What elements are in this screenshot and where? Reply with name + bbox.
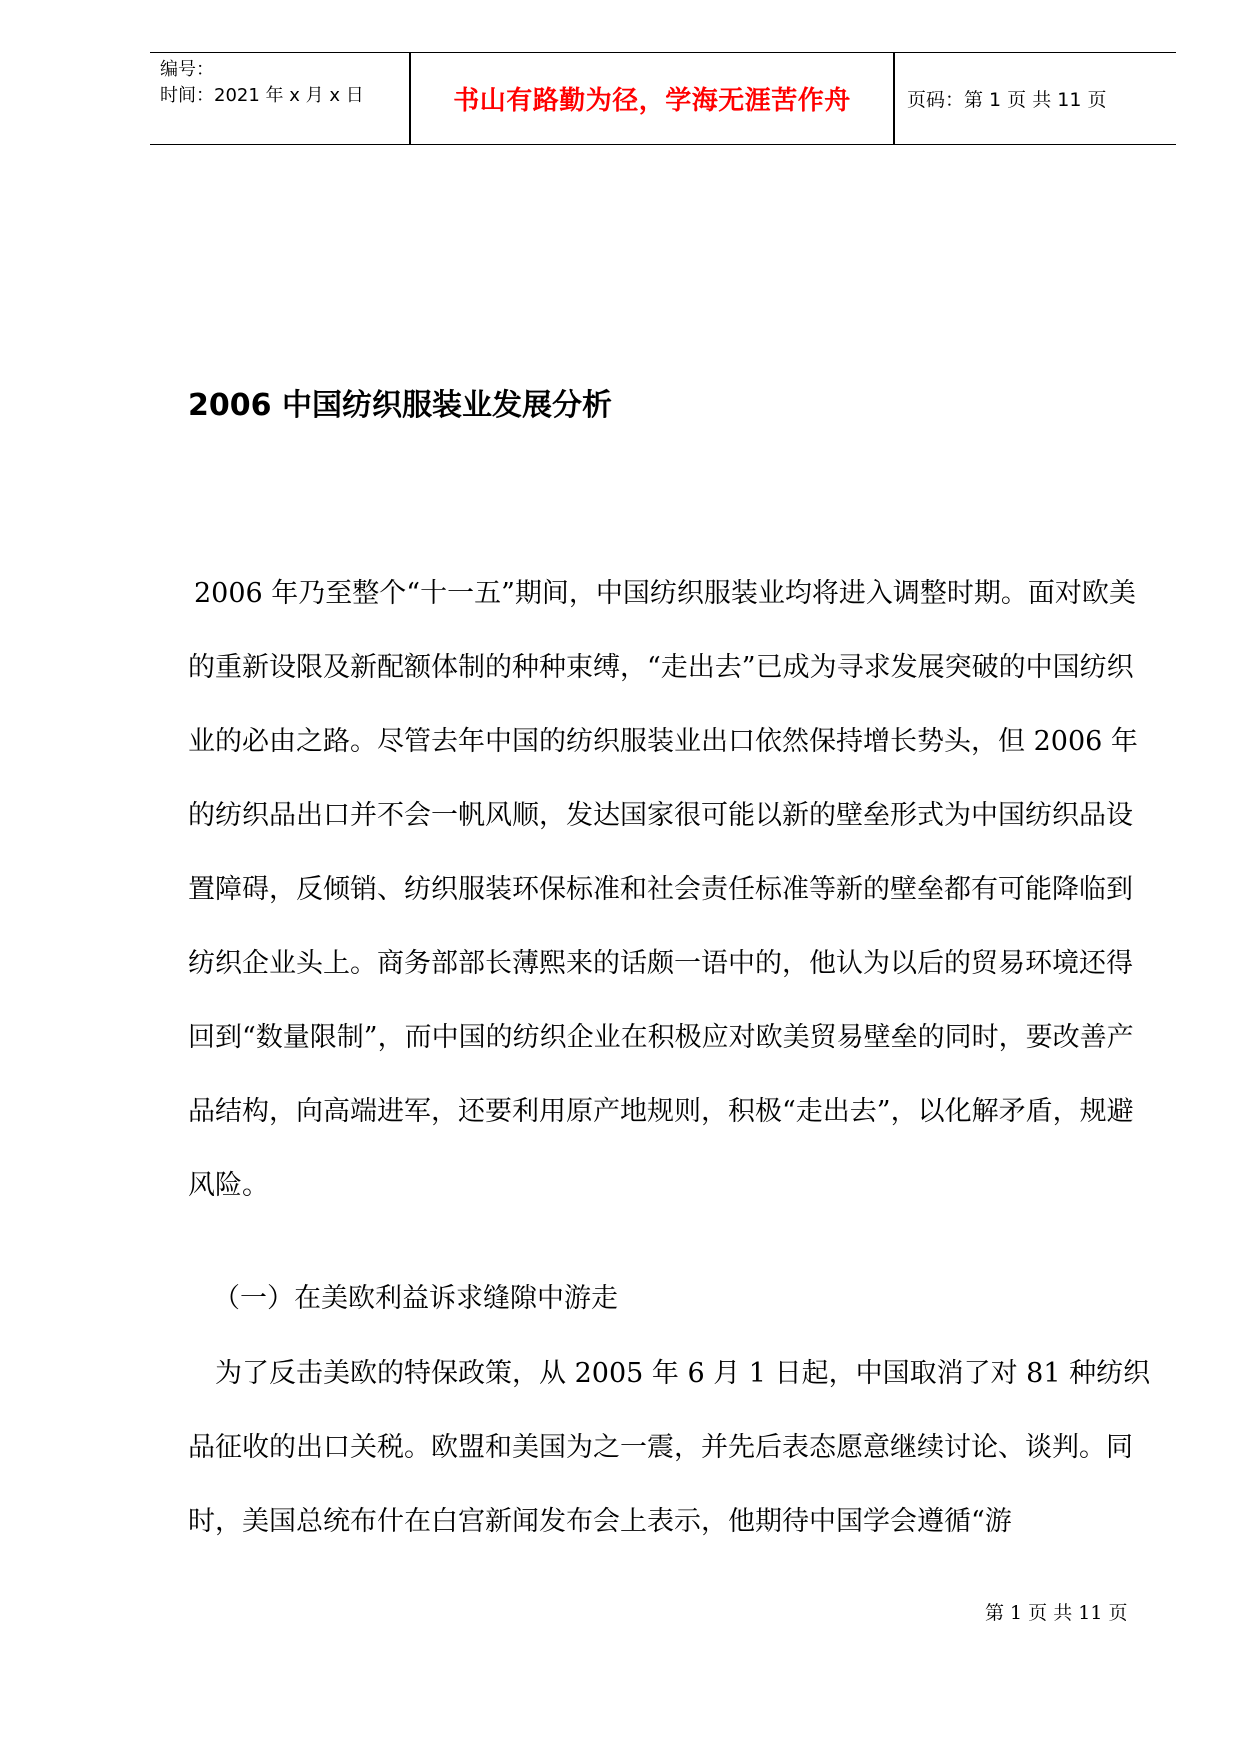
header-page-info: 页码：第 1 页 共 11 页 [907, 89, 1107, 111]
header-divider [409, 53, 411, 144]
document-number-label: 编号： [160, 59, 214, 80]
document-title: 2006 中国纺织服装业发展分析 [188, 388, 612, 423]
paragraph: 为了反击美欧的特保政策，从 2005 年 6 月 1 日起，中国取消了对 81 种纺织品征收的出口关税。欧盟和美国为之一震，并先后表态愿意继续讨论、谈判。同时，美国总统布什在白宫新闻发布会上表示，他期待中国学会遵循“游 [188, 1358, 1151, 1537]
footer-page-info: 第 1 页 共 11 页 [985, 1602, 1128, 1624]
header-divider [893, 53, 895, 144]
header-meta [160, 57, 364, 109]
section-heading: （一）在美欧利益诉求缝隙中游走 [213, 1283, 618, 1314]
document-time-label: 时间：2021 年 x 月 x 日 [160, 85, 364, 106]
page-header [150, 52, 1176, 145]
header-motto: 书山有路勤为径，学海无涯苦作舟 [453, 86, 851, 116]
paragraph: 2006 年乃至整个“十一五”期间，中国纺织服装业均将进入调整时期。面对欧美的重新设限及新配额体制的种种束缚，“走出去”已成为寻求发展突破的中国纺织业的必由之路。尽管去年中国的纺织服装业出口依然保持增长势头，但 2006 年的纺织品出口并不会一帆风顺，发达国家很可能以新的壁垒形式为中国纺织品设置障碍，反倾销、纺织服装环保标准和社会责任标准等新的壁垒都有可能降临到纺织企业头上。商务部部长薄熙来的话颇一语中的，他认为以后的贸易环境还得回到“数量限制”，而中国的纺织企业在积极应对欧美贸易壁垒的同时，要改善产品结构，向高端进军，还要利用原产地规则，积极“走出去”，以化解矛盾，规避风险。 [188, 578, 1138, 1201]
